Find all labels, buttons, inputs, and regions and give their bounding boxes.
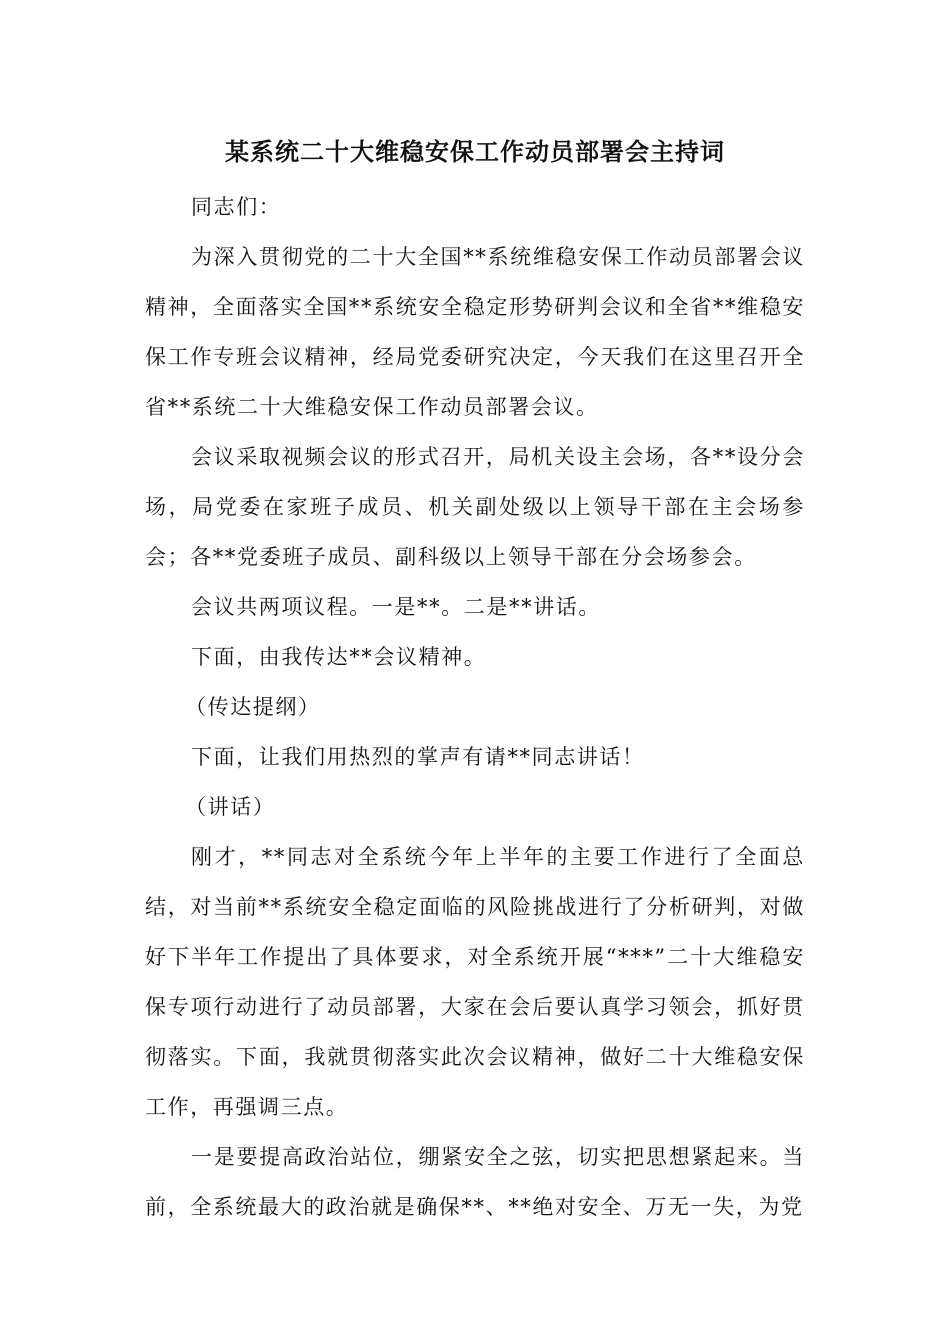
paragraph-summary: 刚才，**同志对全系统今年上半年的主要工作进行了全面总结，对当前**系统安全稳定面临的风险挑战进行了分析研判，对做好下半年工作提出了具体要求，对全系统开展“***”二十大维稳安保专项行动进行了动员部署，大家在会后要认真学习领会，抓好贯彻落实。下面，我就贯彻落实此次会议精神，做好二十大维稳安保工作，再强调三点。 xyxy=(145,845,805,1119)
note-convey-outline: （传达提纲） xyxy=(185,695,321,719)
paragraph-agenda: 会议共两项议程。一是**。二是**讲话。 xyxy=(191,595,601,619)
paragraph-point-one: 一是要提高政治站位，绷紧安全之弦，切实把思想紧起来。当前，全系统最大的政治就是确保**、**绝对安全、万无一失，为党 xyxy=(145,1145,805,1219)
paragraph-meeting-purpose: 为深入贯彻党的二十大全国**系统维稳安保工作动员部署会议精神，全面落实全国**系统安全稳定形势研判会议和全省**维稳安保工作专班会议精神，经局党委研究决定，今天我们在这里召开全省**系统二十大维稳安保工作动员部署会议。 xyxy=(145,245,805,419)
paragraph-meeting-format: 会议采取视频会议的形式召开，局机关设主会场，各**设分会场，局党委在家班子成员、机关副处级以上领导干部在主会场参会；各**党委班子成员、副科级以上领导干部在分会场参会。 xyxy=(145,445,805,569)
note-speech: （讲话） xyxy=(185,795,276,819)
salutation: 同志们： xyxy=(191,195,282,219)
paragraph-convey-intro: 下面，由我传达**会议精神。 xyxy=(191,645,487,669)
document-body xyxy=(145,182,805,1232)
document-title: 某系统二十大维稳安保工作动员部署会主持词 xyxy=(225,137,725,166)
paragraph-speech-intro: 下面，让我们用热烈的掌声有请**同志讲话！ xyxy=(191,745,645,769)
